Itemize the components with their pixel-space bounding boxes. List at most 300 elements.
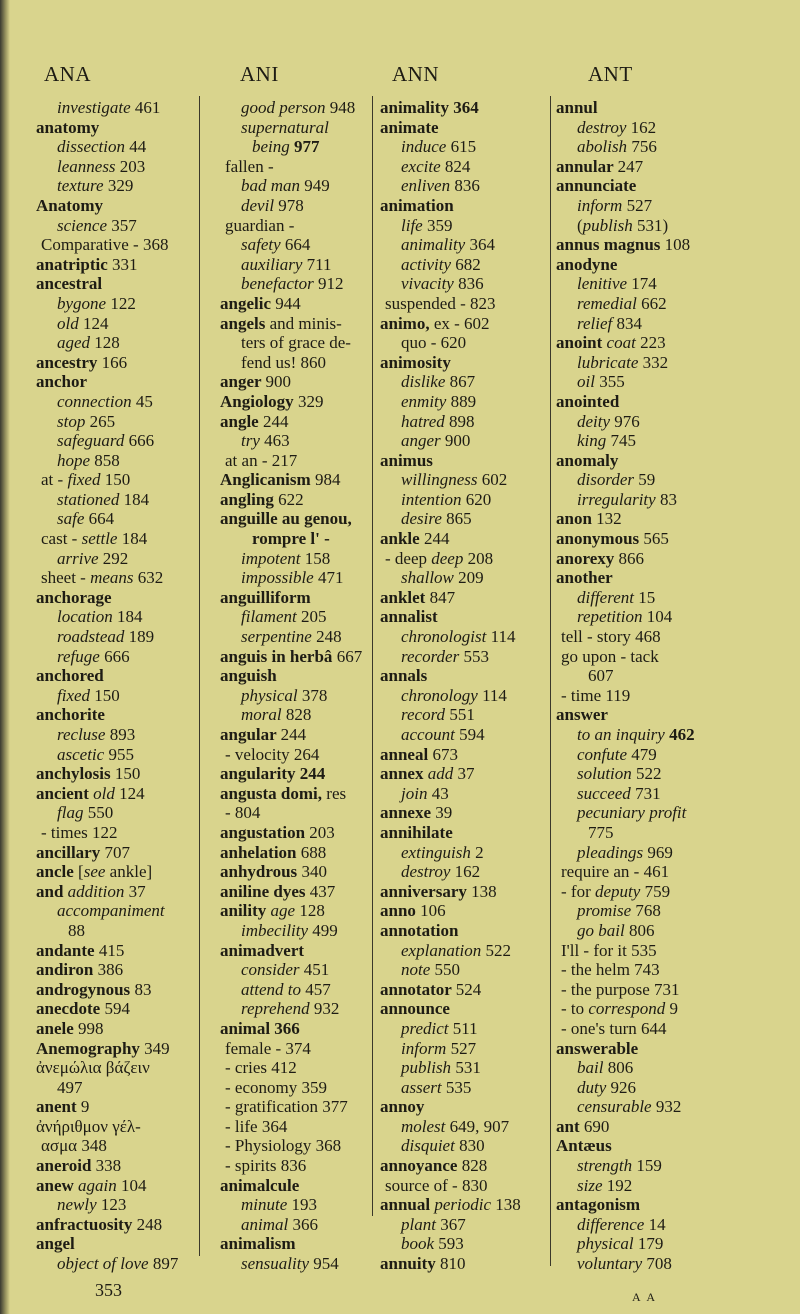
index-subentry-line: [220, 568, 366, 588]
index-line-text: [225, 1117, 287, 1137]
page-number: 353: [95, 1280, 122, 1300]
index-line-text: [556, 1117, 609, 1137]
reference-text: 649, 907: [449, 1116, 510, 1136]
reference-text: at an - 217: [225, 450, 298, 470]
reference-text: 806: [628, 920, 655, 940]
reference-text: 349: [144, 1038, 170, 1058]
index-subentry-line: [380, 1215, 544, 1235]
index-line-text: [41, 823, 118, 843]
index-subentry-line: [36, 568, 194, 588]
reference-text: - times 122: [41, 822, 118, 842]
category-term: assert: [401, 1077, 446, 1097]
headword: anchylosis: [36, 764, 115, 784]
headword: angling: [220, 489, 279, 509]
index-headword-line: [220, 1019, 366, 1039]
index-line-text: [577, 137, 657, 157]
index-line-text: [401, 490, 491, 510]
index-line-text: [577, 274, 657, 294]
reference-text: 731: [635, 783, 661, 803]
index-subentry-line: [380, 470, 544, 490]
index-line-text: [401, 137, 476, 157]
category-term: periodic: [434, 1195, 496, 1215]
headword: anoint: [556, 333, 607, 353]
index-subentry-line: [380, 1117, 544, 1137]
index-headword-line: [380, 314, 544, 334]
reference-text: 900: [265, 372, 291, 392]
index-subentry-line: [220, 98, 366, 118]
index-line-text: [401, 431, 470, 451]
reference-text: 124: [82, 313, 109, 333]
index-line-text: [57, 431, 154, 451]
index-headword-line: [36, 1097, 194, 1117]
category-term: king: [577, 431, 611, 451]
index-headword-line: [556, 392, 792, 412]
category-term: consider: [241, 960, 304, 980]
index-subentry-line: [220, 999, 366, 1019]
index-line-text: [36, 255, 138, 275]
index-headword-line: [556, 509, 792, 529]
reference-text: 632: [137, 568, 164, 588]
headword: anhydrous: [220, 862, 302, 882]
reference-text: tell - story 468: [561, 627, 661, 647]
index-line-text: [220, 490, 304, 510]
index-subentry-line: [380, 549, 544, 569]
index-line-text: [577, 1058, 633, 1078]
headword: anorexy: [556, 548, 619, 568]
index-headword-line: [36, 941, 194, 961]
index-line-text: [241, 921, 338, 941]
reference-text: 150: [104, 470, 131, 490]
reference-text: 457: [305, 979, 331, 999]
index-subentry-line: [36, 392, 194, 412]
index-headword-line: [556, 333, 792, 353]
index-line-text: [36, 588, 112, 608]
headword: animus: [380, 450, 433, 470]
reference-text: ἀνήριθμον γέλ-: [36, 1116, 141, 1136]
index-line-text: [36, 1117, 141, 1137]
reference-text: 203: [119, 156, 146, 176]
index-line-text: [36, 784, 145, 804]
index-subentry-line: [220, 1078, 366, 1098]
index-line-text: [401, 960, 460, 980]
reference-text: ters of grace de-: [241, 333, 351, 353]
index-line-text: [561, 999, 678, 1019]
index-line-text: [561, 941, 657, 961]
index-line-text: [220, 509, 352, 529]
category-term: fixed: [57, 685, 95, 705]
index-line-text: [241, 999, 339, 1019]
category-term: intention: [401, 489, 466, 509]
reference-text: 828: [461, 1156, 488, 1176]
index-subentry-line: [36, 921, 194, 941]
index-subentry-line: [220, 1058, 366, 1078]
headword: angels: [220, 313, 270, 333]
headword: anonymous: [556, 529, 644, 549]
reference-text: 162: [630, 117, 657, 137]
category-term: bail: [577, 1058, 608, 1078]
reference-text: 415: [98, 940, 125, 960]
index-subentry-line: [556, 627, 792, 647]
index-line-text: [225, 157, 274, 177]
reference-text: 806: [607, 1058, 634, 1078]
index-line-text: [41, 470, 130, 490]
index-headword-line: [380, 980, 544, 1000]
reference-text: 43: [431, 783, 449, 803]
reference-text: 124: [119, 783, 145, 803]
reference-text: 594: [104, 999, 130, 1019]
index-subentry-line: [556, 431, 792, 451]
index-headword-line: [380, 98, 544, 118]
index-subentry-line: [380, 1058, 544, 1078]
reference-text: - deep: [385, 548, 432, 568]
headword: anchorage: [36, 587, 112, 607]
index-line-text: [57, 333, 120, 353]
index-subentry-line: [380, 392, 544, 412]
index-headword-line: [556, 1117, 792, 1137]
reference-text: 104: [646, 607, 673, 627]
reference-text: 244: [262, 411, 289, 431]
index-line-text: [401, 235, 495, 255]
index-subentry-line: [36, 686, 194, 706]
index-headword-line: [220, 1234, 366, 1254]
category-term: connection: [57, 391, 136, 411]
index-headword-line: [220, 490, 366, 510]
index-line-text: [220, 843, 326, 863]
index-subentry-line: [380, 1019, 544, 1039]
index-line-text: [241, 960, 329, 980]
category-term: solution: [577, 764, 637, 784]
reference-text: 329: [297, 391, 324, 411]
index-line-text: [57, 490, 149, 510]
headword: annalist: [380, 607, 438, 627]
index-headword-line: [380, 823, 544, 843]
index-subentry-line: [220, 803, 366, 823]
index-subentry-line: [380, 568, 544, 588]
reference-text: 37: [457, 764, 475, 784]
reference-text: - cries 412: [225, 1058, 297, 1078]
index-column-2: [220, 98, 366, 1274]
headword: andiron: [36, 960, 98, 980]
reference-text: ἀνεμώλια βάζειν: [36, 1058, 150, 1078]
index-line-text: [380, 1195, 521, 1215]
printer-signature-mark: A A: [632, 1290, 658, 1304]
category-term: lubricate: [577, 352, 643, 372]
headword: animadvert: [220, 940, 305, 960]
reference-text: 553: [463, 646, 489, 666]
index-headword-line: [36, 705, 194, 725]
reference-text: 527: [450, 1038, 477, 1058]
reference-text: 830: [459, 1136, 485, 1156]
index-headword-line: [220, 412, 366, 432]
index-subentry-line: [380, 157, 544, 177]
headword: Antæus: [556, 1136, 612, 1156]
category-term: add: [427, 764, 458, 784]
index-line-text: [220, 1234, 296, 1254]
headword: annotator: [380, 979, 456, 999]
category-term: relief: [577, 313, 617, 333]
reference-text: 248: [316, 627, 342, 647]
index-subentry-line: [556, 980, 792, 1000]
index-subentry-line: [556, 647, 792, 667]
index-line-text: [36, 1097, 89, 1117]
index-line-text: [577, 803, 686, 823]
reference-text: 193: [291, 1195, 318, 1215]
reference-text: 497: [57, 1077, 83, 1097]
category-term: see: [83, 862, 110, 882]
reference-text: 550: [87, 803, 114, 823]
reference-text: 14: [648, 1214, 666, 1234]
reference-text: - life 364: [225, 1116, 288, 1136]
index-line-text: [380, 196, 454, 216]
index-line-text: [577, 1078, 636, 1098]
reference-text: 123: [100, 1195, 127, 1215]
index-subentry-line: [220, 157, 366, 177]
index-subentry-line: [380, 1039, 544, 1059]
index-subentry-line: [220, 137, 366, 157]
headword: animation: [380, 195, 454, 215]
reference-text: 900: [444, 431, 471, 451]
reference-text: 976: [614, 411, 640, 431]
index-line-text: [577, 118, 656, 138]
index-line-text: [556, 235, 690, 255]
index-line-text: [577, 314, 642, 334]
reference-text: 984: [314, 470, 341, 490]
index-subentry-line: [220, 921, 366, 941]
index-subentry-line: [36, 216, 194, 236]
reference-text: - gratification 377: [225, 1097, 348, 1117]
category-term: plant: [401, 1214, 441, 1234]
headword: anguille au genou,: [220, 509, 352, 529]
index-headword-line: [380, 588, 544, 608]
category-term: publish: [401, 1058, 456, 1078]
index-line-text: [57, 1078, 83, 1098]
category-term: try: [241, 431, 265, 451]
headword: animate: [380, 117, 439, 137]
index-line-text: [41, 1136, 107, 1156]
index-line-text: [57, 176, 133, 196]
index-headword-line: [556, 1039, 792, 1059]
index-line-text: [401, 647, 489, 667]
headword: rompre l' -: [252, 529, 330, 549]
reference-text: 998: [78, 1018, 104, 1038]
index-line-text: [561, 862, 669, 882]
category-term: leanness: [57, 156, 120, 176]
index-headword-line: [220, 392, 366, 412]
headword: annus magnus: [556, 235, 665, 255]
reference-text: 83: [659, 489, 677, 509]
index-line-text: [380, 314, 490, 334]
index-line-text: [57, 157, 145, 177]
headword: andante: [36, 940, 99, 960]
category-term: filament: [241, 607, 301, 627]
headword: androgynous: [36, 979, 135, 999]
index-line-text: [380, 451, 433, 471]
index-subentry-line: [220, 1097, 366, 1117]
reference-text: 292: [102, 548, 129, 568]
index-subentry-line: [36, 549, 194, 569]
category-term: benefactor: [241, 274, 318, 294]
category-term: sensuality: [241, 1254, 314, 1274]
index-line-text: [220, 470, 340, 490]
headword: angle: [220, 411, 263, 431]
category-term: addition: [67, 881, 129, 901]
index-subentry-line: [380, 1176, 544, 1196]
category-term: fixed: [67, 470, 105, 490]
reference-text: 615: [450, 137, 477, 157]
headword: anguis in herbâ: [220, 646, 337, 666]
reference-text: 522: [485, 940, 512, 960]
index-line-text: [57, 314, 108, 334]
reference-text: 451: [303, 960, 330, 980]
index-line-text: [401, 176, 480, 196]
index-line-text: [577, 1176, 632, 1196]
index-headword-line: [380, 1156, 544, 1176]
index-column-1: [36, 98, 194, 1274]
category-term: old: [57, 313, 83, 333]
index-subentry-line: [380, 686, 544, 706]
index-subentry-line: [36, 901, 194, 921]
index-line-text: [36, 372, 87, 392]
index-line-text: [220, 412, 288, 432]
index-line-text: [241, 333, 351, 353]
index-column-3: [380, 98, 544, 1274]
index-line-text: [588, 823, 614, 843]
index-headword-line: [36, 1019, 194, 1039]
index-subentry-line: [220, 235, 366, 255]
index-line-text: [241, 98, 355, 118]
reference-text: 162: [454, 862, 481, 882]
index-line-text: [57, 137, 146, 157]
index-subentry-line: [380, 705, 544, 725]
headword: anchored: [36, 666, 104, 686]
index-headword-line: [556, 176, 792, 196]
reference-text: 108: [664, 235, 691, 255]
category-term: stop: [57, 411, 90, 431]
reference-text: - Physiology 368: [225, 1136, 342, 1156]
index-subentry-line: [380, 784, 544, 804]
index-line-text: [556, 1136, 612, 1156]
index-headword-line: [380, 607, 544, 627]
index-line-text: [556, 509, 622, 529]
index-subentry-line: [36, 490, 194, 510]
reference-text: - for: [561, 881, 595, 901]
category-term: safety: [241, 235, 285, 255]
index-headword-line: [36, 843, 194, 863]
index-subentry-line: [36, 1195, 194, 1215]
index-line-text: [220, 941, 304, 961]
index-line-text: [556, 529, 669, 549]
category-term: extinguish: [401, 842, 476, 862]
reference-text: 889: [450, 391, 477, 411]
index-headword-line: [220, 588, 366, 608]
index-line-text: [225, 216, 294, 236]
index-line-text: [401, 157, 470, 177]
index-line-text: [225, 1058, 297, 1078]
headword: anfractuosity: [36, 1214, 137, 1234]
reference-text: 158: [304, 548, 331, 568]
reference-text: 759: [644, 881, 671, 901]
index-headword-line: [556, 255, 792, 275]
index-subentry-line: [556, 1176, 792, 1196]
category-term: settle: [81, 529, 122, 549]
reference-text: 867: [449, 372, 476, 392]
index-line-text: [577, 725, 695, 745]
category-term: supernatural: [241, 117, 329, 137]
reference-text: 565: [643, 529, 669, 549]
index-line-text: [36, 941, 124, 961]
reference-text: 594: [459, 725, 485, 744]
index-line-text: [380, 98, 479, 118]
index-line-text: [556, 255, 617, 275]
index-subentry-line: [220, 529, 366, 549]
index-line-text: [401, 705, 475, 725]
index-line-text: [577, 1234, 663, 1254]
index-subentry-line: [220, 118, 366, 138]
category-term: disorder: [577, 470, 639, 490]
reference-text: 340: [301, 862, 327, 882]
reference-text: 378: [301, 685, 328, 705]
index-line-text: [225, 1078, 327, 1098]
category-term: accompaniment: [57, 901, 165, 921]
index-subentry-line: [36, 294, 194, 314]
index-line-text: [252, 137, 320, 157]
reference-text: 338: [95, 1156, 122, 1176]
index-headword-line: [220, 666, 366, 686]
index-line-text: [380, 1097, 424, 1117]
index-line-text: [577, 196, 652, 216]
headword: animalism: [220, 1234, 296, 1254]
headword: anomaly: [556, 450, 619, 470]
index-line-text: [225, 745, 319, 765]
category-term: imbecility: [241, 920, 313, 940]
index-subentry-line: [556, 686, 792, 706]
index-line-text: [220, 725, 306, 745]
reference-text: - velocity 264: [225, 744, 320, 764]
index-line-text: [577, 901, 661, 921]
index-headword-line: [380, 529, 544, 549]
reference-text: - spirits 836: [225, 1156, 307, 1176]
category-term: difference: [577, 1214, 649, 1234]
reference-text: 184: [123, 489, 150, 509]
index-line-text: [220, 588, 311, 608]
category-term: to an inquiry: [577, 725, 670, 744]
reference-text: 184: [121, 529, 148, 549]
index-line-text: [36, 764, 140, 784]
index-line-text: [252, 529, 330, 549]
index-line-text: [220, 294, 301, 314]
reference-text: 893: [109, 725, 136, 744]
reference-text: 949: [304, 176, 330, 196]
index-subentry-line: [556, 745, 792, 765]
index-headword-line: [36, 1234, 194, 1254]
index-subentry-line: [36, 314, 194, 334]
index-line-text: [241, 568, 343, 588]
reference-text: 367: [440, 1214, 466, 1234]
category-term: ascetic: [57, 744, 109, 764]
reference-text: 666: [104, 646, 130, 666]
index-line-text: [41, 235, 168, 255]
index-headword-line: [220, 784, 366, 804]
index-subentry-line: [556, 372, 792, 392]
reference-text: 708: [646, 1254, 672, 1274]
reference-text: [: [78, 862, 84, 882]
category-term: bad man: [241, 176, 305, 196]
index-subentry-line: [36, 647, 194, 667]
page-binding-edge: [0, 0, 10, 1314]
index-headword-line: [380, 666, 544, 686]
category-term: deep: [431, 548, 468, 568]
reference-text: 898: [449, 411, 475, 431]
